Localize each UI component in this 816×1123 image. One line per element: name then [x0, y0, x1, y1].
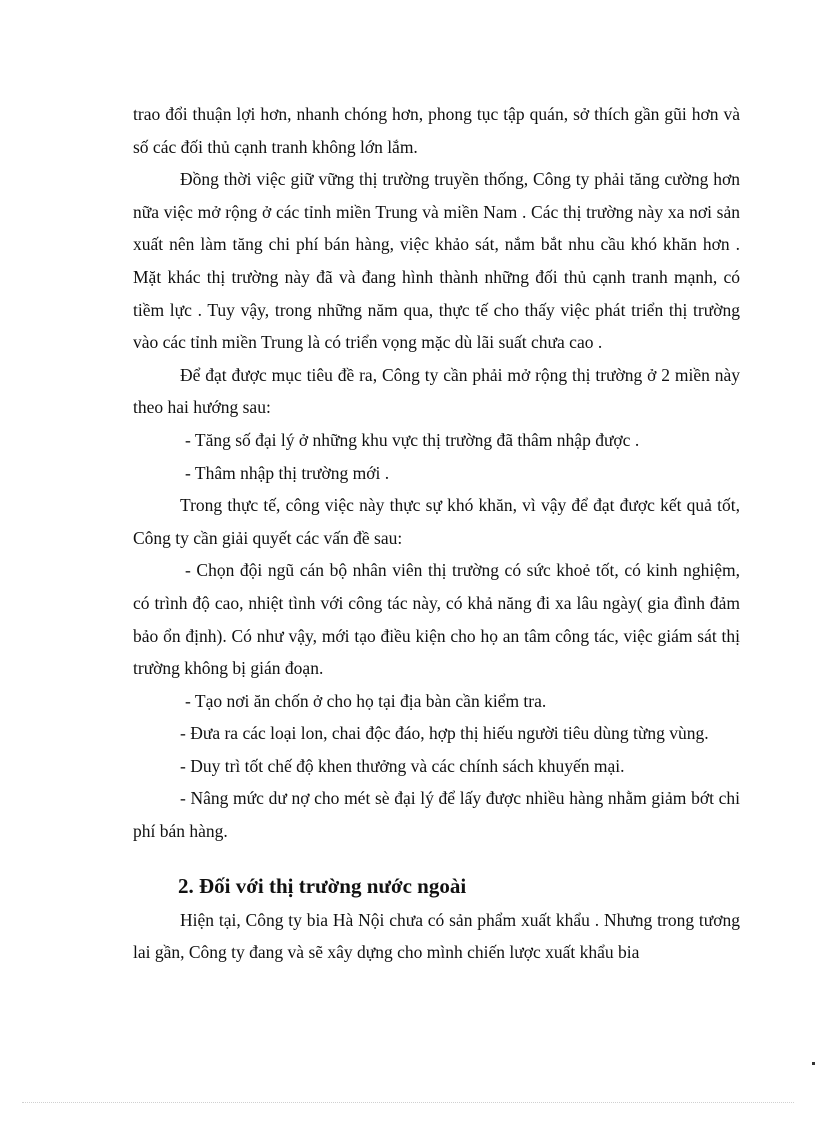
paragraph-foreign-market: Hiện tại, Công ty bia Hà Nội chưa có sản phẩm xuất khẩu . Nhưng trong tương lai gần, Công ty đang và sẽ xây dựng cho mình chiến lược xuất khẩu bia: [133, 909, 740, 963]
paragraph-continuation: trao đổi thuận lợi hơn, nhanh chóng hơn, phong tục tập quán, sở thích gần gũi hơn và số các đối thủ cạnh tranh không lớn lắm.: [133, 104, 740, 157]
bullet-accommodation: - Tạo nơi ăn chốn ở cho họ tại địa bàn cần kiểm tra.: [185, 690, 547, 711]
bullet-credit: - Nâng mức dư nợ cho mét sè đại lý để lấy được nhiều hàng nhằm giảm bớt chi phí bán hàng.: [133, 788, 740, 842]
edge-mark: [812, 1062, 815, 1065]
bullet-staff-selection: - Chọn đội ngũ cán bộ nhân viên thị trường có sức khoẻ tốt, có kinh nghiệm, có trình độ cao, nhiệt tình với công tác này, có khả năng đi xa lâu ngày( gia đình đảm bảo ổn định). Có như vậy, mới tạo điều kiện cho họ an tâm công tác, việc giám sát thị trường không bị gián đoạn.: [133, 560, 740, 679]
page-content: [133, 98, 740, 969]
paragraph-goal: Để đạt được mục tiêu đề ra, Công ty cần phải mở rộng thị trường ở 2 miền này theo hai hướng sau:: [133, 364, 740, 418]
bullet-new-market: - Thâm nhập thị trường mới .: [185, 462, 390, 483]
footer-divider: [22, 1102, 794, 1103]
bullet-packaging: - Đưa ra các loại lon, chai độc đáo, hợp thị hiếu người tiêu dùng từng vùng.: [180, 723, 709, 744]
bullet-rewards: - Duy trì tốt chế độ khen thưởng và các chính sách khuyến mại.: [180, 755, 625, 776]
paragraph-difficulties: Trong thực tế, công việc này thực sự khó khăn, vì vậy để đạt được kết quả tốt, Công ty cần giải quyết các vấn đề sau:: [133, 495, 740, 548]
bullet-increase-agents: - Tăng số đại lý ở những khu vực thị trường đã thâm nhập được .: [185, 429, 640, 450]
paragraph-regional-expansion: Đồng thời việc giữ vững thị trường truyền thống, Công ty phải tăng cường hơn nữa việc mở rộng ở các tỉnh miền Trung và miền Nam . Các thị trường này xa nơi sản xuất nên làm tăng chi phí bán hàng, việc khảo sát, nắm bắt nhu cầu khó khăn hơn . Mặt khác thị trường này đã và đang hình thành những đối thủ cạnh tranh mạnh, có tiềm lực . Tuy vậy, trong những năm qua, thực tế cho thấy việc phát triển thị trường vào các tỉnh miền Trung là có triển vọng mặc dù lãi suất chưa cao .: [133, 169, 740, 353]
section-heading: 2. Đối với thị trường nước ngoài: [178, 873, 467, 898]
